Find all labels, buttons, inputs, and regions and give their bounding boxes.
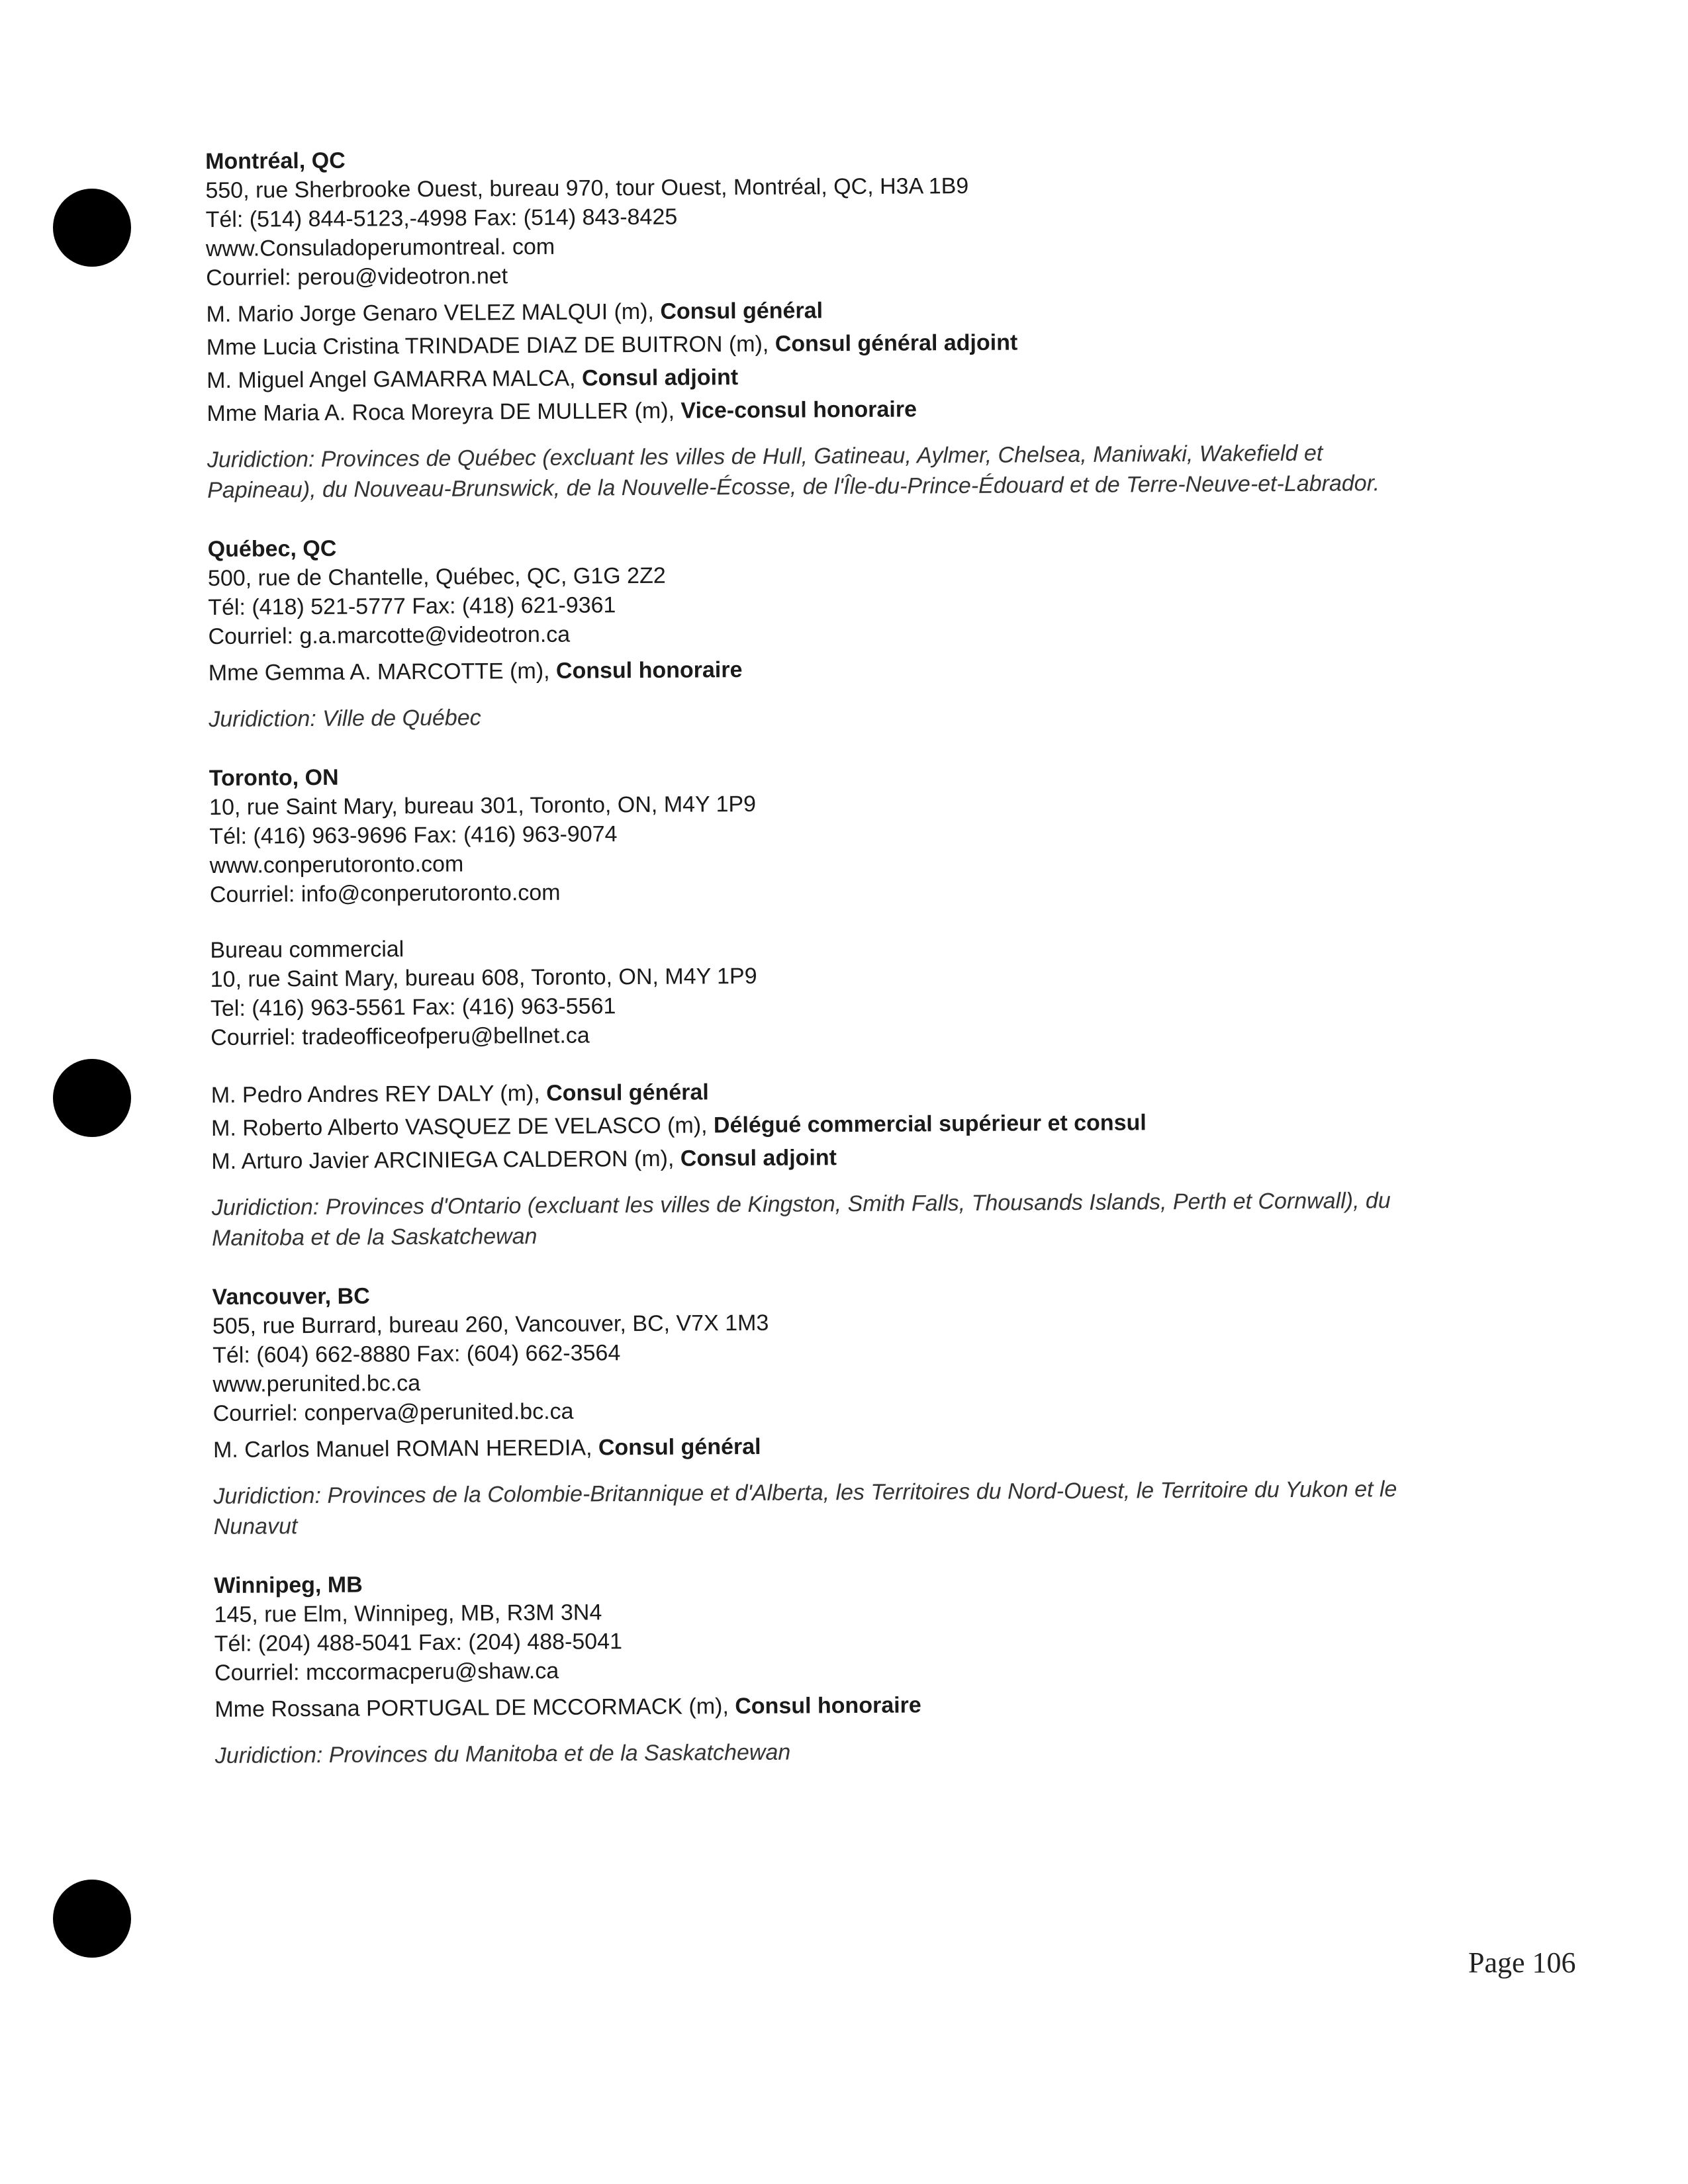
office-email: Courriel: g.a.marcotte@videotron.ca [208,621,571,649]
office-address: 505, rue Burrard, bureau 260, Vancouver, BC, V7X 1M3 [212,1310,769,1339]
office-address: 550, rue Sherbrooke Ouest, bureau 970, tour Ouest, Montréal, QC, H3A 1B9 [205,173,969,203]
staff-name: M. Miguel Angel GAMARRA MALCA, [207,365,583,393]
staff-name: M. Pedro Andres REY DALY (m), [211,1080,547,1108]
page-number: Page 106 [1468,1946,1576,1979]
staff-list [206,289,1564,430]
office-email: Courriel: mccormacperu@shaw.ca [214,1658,559,1686]
trade-office-phone: Tel: (416) 963-5561 Fax: (416) 963-5561 [210,993,616,1021]
office-phone: Tél: (416) 963-9696 Fax: (416) 963-9074 [209,821,618,849]
office-address: 145, rue Elm, Winnipeg, MB, R3M 3N4 [214,1600,602,1627]
office-phone: Tél: (604) 662-8880 Fax: (604) 662-3564 [212,1340,621,1368]
binder-hole-top [53,189,131,267]
staff-role: Consul général [660,298,823,324]
trade-office-email: Courriel: tradeofficeofperu@bellnet.ca [211,1023,590,1050]
staff-list [214,1684,1571,1726]
staff-name: M. Roberto Alberto VASQUEZ DE VELASCO (m), [211,1113,714,1141]
office-winnipeg [214,1563,1572,1771]
office-address: 500, rue de Chantelle, Québec, QC, G1G 2Z2 [207,563,666,591]
office-email: Courriel: conperva@perunited.bc.ca [212,1398,574,1426]
office-phone: Tél: (514) 844-5123,-4998 Fax: (514) 843-8425 [205,204,678,232]
jurisdiction-line: Manitoba et de la Saskatchewan [211,1223,538,1251]
staff-entry [213,1425,1570,1467]
staff-name: M. Carlos Manuel ROMAN HEREDIA, [212,1435,599,1463]
staff-name: Mme Gemma A. MARCOTTE (m), [208,658,557,686]
jurisdiction-note [213,1473,1571,1542]
office-city: Vancouver, BC [212,1283,370,1310]
staff-name: M. Mario Jorge Genaro VELEZ MALQUI (m), [206,298,661,327]
office-vancouver [212,1274,1570,1542]
office-website: www.Consuladoperumontreal. com [205,234,555,261]
staff-name: M. Arturo Javier ARCINIEGA CALDERON (m), [211,1146,680,1174]
staff-name: Mme Maria A. Roca Moreyra DE MULLER (m), [207,398,681,426]
staff-role: Consul général [598,1433,761,1461]
jurisdiction-line: Juridiction: Provinces de la Colombie-Britannique et d'Alberta, les Territoires du Nord-Ouest, le Territoire du Yukon et le [213,1477,1397,1509]
staff-list [211,1070,1569,1178]
office-city: Toronto, ON [209,764,339,791]
staff-entry [214,1684,1571,1726]
staff-role: Consul honoraire [555,657,743,684]
staff-role: Consul général adjoint [774,330,1018,357]
office-address: 10, rue Saint Mary, bureau 301, Toronto, ON, M4Y 1P9 [209,791,757,820]
staff-name: Mme Lucia Cristina TRINDADE DIAZ DE BUITRON (m), [206,331,775,360]
trade-office [210,927,1568,1052]
staff-role: Vice-consul honoraire [680,396,917,424]
office-city: Québec, QC [207,535,337,562]
staff-role: Délégué commercial supérieur et consul [713,1110,1147,1138]
jurisdiction-line: Nunavut [213,1514,298,1539]
office-toronto [209,755,1569,1253]
binder-hole-middle [53,1059,131,1137]
jurisdiction-line: Juridiction: Ville de Québec [209,705,481,732]
jurisdiction-note [207,436,1565,506]
jurisdiction-note [215,1732,1572,1771]
office-website: www.perunited.bc.ca [212,1371,421,1397]
staff-list [209,648,1566,690]
jurisdiction-note [209,696,1566,735]
office-email: Courriel: perou@videotron.net [206,263,508,291]
office-city: Montréal, QC [205,148,346,174]
staff-list [213,1425,1570,1467]
jurisdiction-line: Juridiction: Provinces d'Ontario (excluant les villes de Kingston, Smith Falls, Thousands Islands, Perth et Cornwall), du [211,1188,1391,1220]
office-email: Courriel: info@conperutoronto.com [209,880,561,907]
office-website: www.conperutoronto.com [209,851,464,878]
jurisdiction-line: Juridiction: Provinces du Manitoba et de la Saskatchewan [214,1739,791,1768]
staff-role: Consul adjoint [581,365,739,391]
staff-role: Consul adjoint [680,1145,837,1171]
jurisdiction-note [212,1184,1570,1253]
jurisdiction-line: Papineau), du Nouveau-Brunswick, de la Nouvelle-Écosse, de l'Île-du-Prince-Édouard et de Terre-Neuve-et-Labrador. [207,471,1380,503]
consulate-listing [205,138,1572,1799]
staff-entry [209,648,1566,690]
trade-office-title: Bureau commercial [210,936,404,963]
office-montreal [205,138,1564,506]
jurisdiction-line: Juridiction: Provinces de Québec (excluant les villes de Hull, Gatineau, Aylmer, Chelsea, Maniwaki, Wakefield et [207,440,1323,473]
staff-role: Consul honoraire [735,1692,921,1719]
office-phone: Tél: (204) 488-5041 Fax: (204) 488-5041 [214,1629,623,1657]
binder-hole-bottom [53,1880,131,1958]
staff-role: Consul général [546,1079,709,1106]
staff-name: Mme Rossana PORTUGAL DE MCCORMACK (m), [214,1694,735,1722]
trade-office-address: 10, rue Saint Mary, bureau 608, Toronto, ON, M4Y 1P9 [210,963,757,992]
office-phone: Tél: (418) 521-5777 Fax: (418) 621-9361 [208,592,616,620]
office-quebec [208,526,1566,735]
office-city: Winnipeg, MB [214,1572,363,1598]
